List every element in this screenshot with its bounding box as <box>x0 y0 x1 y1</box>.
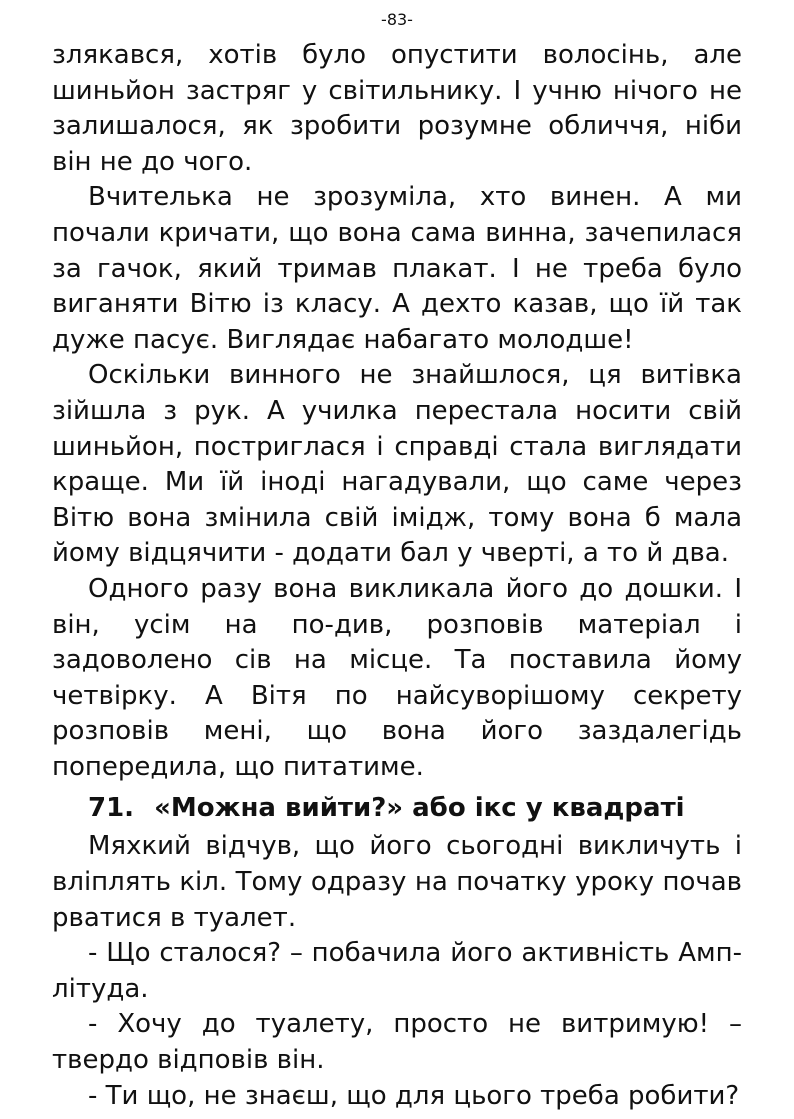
paragraph-4: Одного разу вона викликала його до дошки. І він, усім на по-див, розповів матеріал і задоволено сів на місце. Та поставила йому четвірку. А Вітя по найсуворішому секрету розповів мені, що вона його заздалегідь попередила, що питатиме. <box>52 573 742 782</box>
paragraph-3: Оскільки винного не знайшлося, ця витівка зійшла з рук. А училка перестала носити свій шиньйон, постриглася і справді стала виглядати краще. Ми їй іноді нагадували, що саме через Вітю вона змінила свій імідж, тому вона б мала йому відцячити - додати бал у чверті, а то й два. <box>52 360 742 569</box>
paragraph-6: - Що сталося? – побачила його активність Амплітуда. <box>52 938 742 1004</box>
paragraph-8: - Ти що, не знаєш, що для цього треба робити? <box>88 1080 740 1111</box>
paragraph-5: Мяхкий відчув, що його сьогодні викличуть і вліплять кіл. Тому одразу на початку уроку почав рватися в туалет. <box>52 831 742 933</box>
paragraph-7: - Хочу до туалету, просто не витримую! – твердо відповів він. <box>52 1009 742 1076</box>
paragraph-1: злякався, хотів було опустити волосінь, але шиньйон застряг у світильнику. І учню нічого не залишалося, як зробити розумне обличчя, ніби він не до чого. <box>52 40 742 177</box>
section-title: «Можна вийти?» або ікс у квадраті <box>154 793 685 824</box>
section-number: 71. <box>88 793 135 824</box>
page-number: -83- <box>381 10 413 29</box>
paragraph-2: Вчителька не зрозуміла, хто винен. А ми почали кричати, що вона сама винна, зачепилася за гачок, який тримав плакат. І не треба було виганяти Вітю із класу. А дехто казав, що їй так дуже пасує. Виглядає набагато молодше! <box>52 182 742 355</box>
page-text <box>52 38 742 1114</box>
section-heading <box>52 790 742 826</box>
